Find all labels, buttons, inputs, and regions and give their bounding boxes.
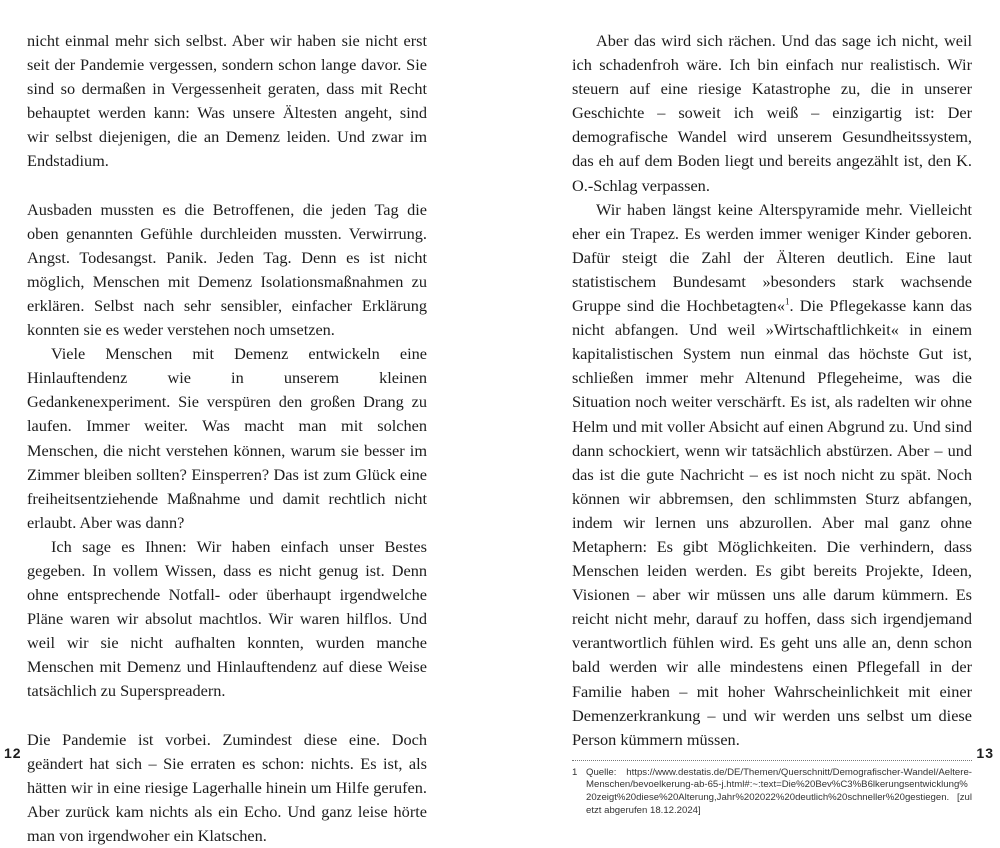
- footnote-divider: [572, 760, 972, 761]
- left-paragraph-5: Die Pandemie ist vorbei. Zumindest diese eine. Doch geändert hat sich – Sie erraten es schon: nichts. Es ist, als hätten wir in eine riesige Lagerhalle hinein um Hilfe gerufen. Aber zurück kam nichts als ein Echo. Und ganz leise hörte man von irgendwoher ein Klatschen.: [27, 729, 427, 845]
- right-paragraph-2-part-2: . Die Pflegekasse kann das nicht abfangen. Und weil »Wirtschaftlichkeit« in einem kapitalistischen System nun einmal das höchste Gut ist, schließen immer mehr Altenund Pflegeheime, was die Situation noch weiter verschärft. Es ist, als radelten wir ohne Helm und mit voller Absicht auf einen Abgrund zu. Und sind dann schockiert, wenn wir tatsächlich abstürzen. Aber – und das ist die gute Nachricht – es ist noch nicht zu spät. Noch können wir abbremsen, den schlimmsten Sturz abfangen, indem wir lernen uns abzurollen. Aber mal ganz ohne Metaphern: Es gibt Möglichkeiten. Die verhindern, dass Menschen leiden werden. Es gibt bereits Projekte, Ideen, Visionen – aber wir müssen uns alle darum kümmern. Es reicht nicht mehr, darauf zu hoffen, dass sich irgendjemand verantwortlich fühlen wird. Es geht uns alle an, denn schon bald werden wir alle mindestens einen Pflegefall in der Familie haben – mit hoher Wahrscheinlichkeit mit einer Demenzerkrankung – und wir werden uns selbst um diese Person kümmern müssen.: [572, 296, 972, 749]
- page-number-right: 13: [976, 745, 994, 761]
- left-paragraph-1: nicht einmal mehr sich selbst. Aber wir haben sie nicht erst seit der Pandemie vergessen, sondern schon lange davor. Sie sind so dermaßen in Vergessenheit geraten, dass mit Recht behauptet werden kann: Was unsere Ältesten angeht, sind wir selbst diejenigen, die an Demenz leiden. Und zwar im Endstadium.: [27, 31, 427, 171]
- footnote-reference[interactable]: 1: [784, 296, 790, 307]
- right-paragraph-1: Aber das wird sich rächen. Und das sage ich nicht, weil ich schadenfroh wäre. Ich bin einfach nur realistisch. Wir steuern auf eine riesige Katastrophe zu, die in unserer Geschichte – soweit ich weiß – einzigartig ist: Der demografische Wandel wird unserem Gesundheitssystem, das eh auf dem Boden liegt und bereits angezählt ist, den K. O.-Schlag verpassen.: [572, 31, 972, 195]
- page-number-left: 12: [4, 745, 22, 761]
- left-paragraph-2: Ausbaden mussten es die Betroffenen, die jeden Tag die oben genannten Gefühle durchleiden mussten. Verwirrung. Angst. Todesangst. Panik. Jeden Tag. Denn es ist nicht möglich, Menschen mit Demenz Isolationsmaßnahmen zu erklären. Selbst nach sehr sensibler, einfacher Erklärung konnten sie es weder verstehen noch umsetzen.: [27, 199, 427, 340]
- right-paragraph-2: [572, 198, 972, 752]
- left-page: [27, 29, 427, 848]
- left-paragraph-4: Ich sage es Ihnen: Wir haben einfach unser Bestes gegeben. In vollem Wissen, dass es nicht genug ist. Denn ohne entsprechende Notfall- oder überhaupt irgendwelche Pläne waren wir absolut machtlos. Wir waren hilflos. Und weil wir sie nicht aufhalten konnten, wurden manche Menschen mit Demenz und Hinlauftendenz auf diese Weise tatsächlich zu Superspreadern.: [27, 536, 427, 701]
- left-paragraph-3: Viele Menschen mit Demenz entwickeln eine Hinlauftendenz wie in unserem kleinen Gedankenexperiment. Sie verspüren den großen Drang zu laufen. Immer weiter. Was macht man mit solchen Menschen, die nicht verstehen können, warum sie besser im Zimmer bleiben sollten? Einsperren? Das ist zum Glück eine freiheitsentziehende Maßnahme und damit rechtlich nicht erlaubt. Aber was dann?: [27, 344, 427, 532]
- footnote: [572, 767, 972, 817]
- footnote-text: Quelle: https://www.destatis.de/DE/Themen/Querschnitt/Demografischer-Wandel/Aeltere-Menschen/bevoelkerung-ab-65-j.html#:~:text=Die%20Bev%C3%B6lkerungsentwicklung%20zeigt%20diese%20Alterung,Jahr%202022%20deutlich%20schneller%20gestiegen. [zuletzt abgerufen 18.12.2024]: [586, 766, 972, 816]
- right-page: [572, 29, 972, 817]
- right-paragraph-2-part-1: Wir haben längst keine Alterspyramide mehr. Vielleicht eher ein Trapez. Es werden immer weniger Kinder geboren. Dafür steigt die Zahl der Älteren deutlich. Eine laut statistischem Bundesamt »besonders stark wachsende Gruppe sind die Hochbetagten«: [572, 199, 972, 316]
- footnote-number: 1: [572, 766, 578, 778]
